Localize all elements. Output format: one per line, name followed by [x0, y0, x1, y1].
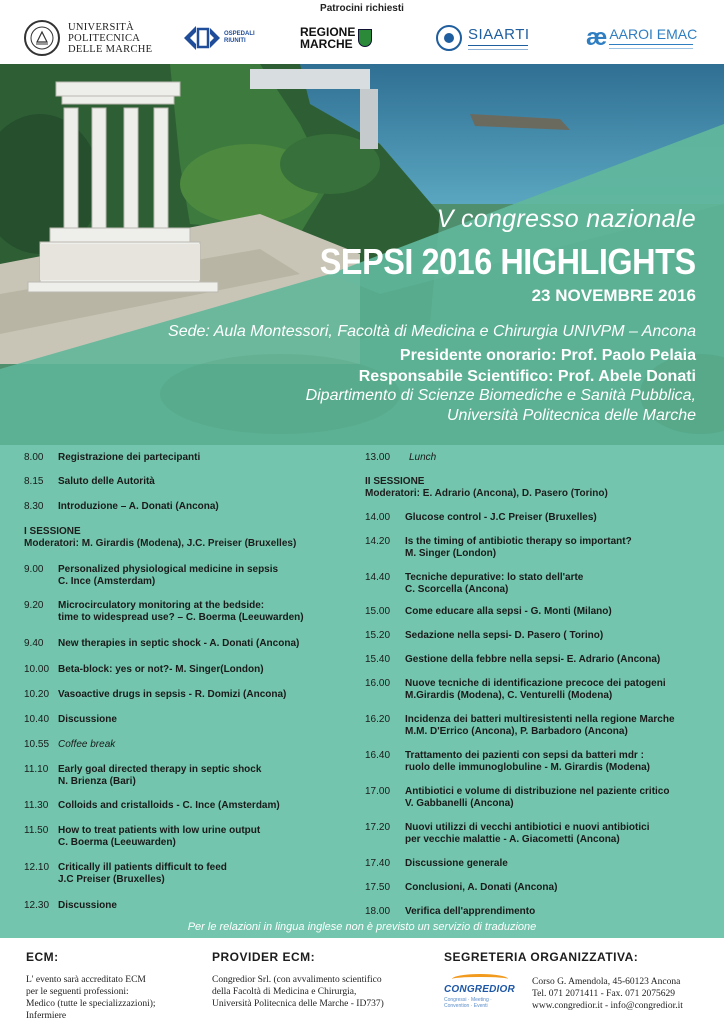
schedule-item: 10.00 Beta-block: yes or not?- M. Singer(London)	[24, 664, 264, 675]
congredior-logo	[444, 974, 518, 1010]
schedule-item: 11.50 How to treat patients with low urine output C. Boerma (Leeuwarden)	[24, 825, 261, 848]
schedule-item: 14.40 Tecniche depurative: lo stato dell'arte C. Scorcella (Ancona)	[365, 572, 584, 595]
provider-description: Congredior Srl. (con avvalimento scientifico della Facoltà di Medicina e Chirurgia, Università Politecnica delle Marche - ID737)	[212, 975, 384, 1009]
segreteria-heading: SEGRETERIA ORGANIZZATIVA:	[444, 950, 639, 964]
univpm-logo	[24, 18, 152, 58]
schedule-item: 15.20 Sedazione nella sepsi- D. Pasero ( Torino)	[365, 630, 604, 641]
aaroi-subtitle-lines	[609, 44, 693, 49]
schedule-item: 8.30 Introduzione – A. Donati (Ancona)	[24, 501, 219, 512]
schedule-item: 10.40 Discussione	[24, 714, 117, 725]
ospedali-mark-icon	[182, 23, 222, 53]
schedule-item: 17.00 Antibiotici e volume di distribuzione nel paziente critico V. Gabbanelli (Ancona)	[365, 786, 670, 809]
session-moderators: Moderatori: E. Adrario (Ancona), D. Pasero (Torino)	[365, 488, 608, 499]
univpm-line2: POLITECNICA	[68, 32, 141, 44]
schedule-item: 17.20 Nuovi utilizzi di vecchi antibiotici e nuovi antibiotici per vecchie malattie - A. Giacometti (Ancona)	[365, 822, 650, 845]
regione-line2: MARCHE	[300, 37, 353, 51]
schedule-item: 11.30 Colloids and cristalloids - C. Ince (Amsterdam)	[24, 800, 280, 811]
university-seal-icon	[24, 20, 60, 56]
session-moderators: Moderatori: M. Girardis (Modena), J.C. Preiser (Bruxelles)	[24, 538, 297, 549]
schedule-item: 17.50 Conclusioni, A. Donati (Ancona)	[365, 882, 558, 893]
aaroi-name: AAROI EMAC	[609, 26, 698, 42]
session-heading: I SESSIONE	[24, 526, 81, 537]
schedule-item: 10.20 Vasoactive drugs in sepsis - R. Domizi (Ancona)	[24, 689, 287, 700]
univpm-line1: UNIVERSITÀ	[68, 21, 134, 33]
congress-edition: V congresso nazionale	[436, 205, 696, 233]
program-schedule	[0, 445, 724, 938]
scientific-director: Responsabile Scientifico: Prof. Abele Donati	[358, 368, 696, 385]
univpm-line3: DELLE MARCHE	[68, 43, 153, 55]
ecm-description: L' evento sarà accreditato ECM per le seguenti professioni: Medico (tutte le specializzazioni); Infermiere	[26, 975, 156, 1021]
schedule-item: 18.00 Verifica dell'apprendimento	[365, 906, 536, 917]
sponsor-logo-bar	[0, 0, 724, 64]
schedule-item: 12.30 Discussione	[24, 900, 117, 911]
event-venue: Sede: Aula Montessori, Facoltà di Medicina e Chirurgia UNIVPM – Ancona	[168, 323, 696, 340]
translation-note: Per le relazioni in lingua inglese non è previsto un servizio di traduzione	[187, 921, 537, 933]
schedule-item: 9.40 New therapies in septic shock - A. Donati (Ancona)	[24, 638, 300, 649]
event-date: 23 NOVEMBRE 2016	[531, 286, 696, 305]
siaarti-emblem-icon	[436, 25, 462, 51]
schedule-item: 16.20 Incidenza dei batteri multiresistenti nella regione Marche M.M. D'Errico (Ancona), P. Barbadoro (Ancona)	[365, 714, 675, 737]
schedule-item: 13.00 Lunch	[365, 452, 437, 463]
siaarti-logo	[436, 18, 530, 58]
schedule-item: 11.10 Early goal directed therapy in septic shock N. Brienza (Bari)	[24, 764, 262, 787]
aaroi-emac-logo	[586, 18, 697, 58]
schedule-item: 9.00 Personalized physiological medicine in sepsis C. Ince (Amsterdam)	[24, 564, 279, 587]
congredior-arc-icon	[452, 974, 508, 984]
session-heading: II SESSIONE	[365, 476, 425, 487]
schedule-item: 17.40 Discussione generale	[365, 858, 508, 869]
university-name: Università Politecnica delle Marche	[447, 407, 696, 424]
ecm-heading: ECM:	[26, 950, 59, 964]
schedule-item: 14.00 Glucose control - J.C Preiser (Bruxelles)	[365, 512, 597, 523]
patrocini-label: Patrocini richiesti	[320, 3, 404, 14]
schedule-item: 9.20 Microcirculatory monitoring at the bedside: time to widespread use? – C. Boerma (Leeuwarden)	[24, 600, 304, 623]
hero-banner	[0, 64, 724, 445]
provider-heading: PROVIDER ECM:	[212, 950, 316, 964]
congredior-name: CONGREDIOR	[444, 984, 515, 995]
schedule-item: 15.40 Gestione della febbre nella sepsi- E. Adrario (Ancona)	[365, 654, 661, 665]
schedule-item: 15.00 Come educare alla sepsi - G. Monti (Milano)	[365, 606, 612, 617]
schedule-item: 16.40 Trattamento dei pazienti con sepsi da batteri mdr : ruolo delle immunoglobuline - M. Girardis (Modena)	[365, 750, 651, 773]
congredior-tagline: Congressi · Meeting · Convention · Eventi	[444, 997, 492, 1009]
siaarti-subtitle-lines	[468, 45, 528, 50]
ospedali-text: OSPEDALI RIUNITI	[224, 31, 255, 44]
schedule-item: 8.15 Saluto delle Autorità	[24, 476, 155, 487]
schedule-item: 12.10 Critically ill patients difficult to feed J.C Preiser (Bruxelles)	[24, 862, 227, 885]
department: Dipartimento di Scienze Biomediche e Sanità Pubblica,	[305, 387, 696, 404]
schedule-item: 16.00 Nuove tecniche di identificazione precoce dei patogeni M.Girardis (Modena), C. Venturelli (Modena)	[365, 678, 666, 701]
schedule-item: 14.20 Is the timing of antibiotic therapy so important? M. Singer (London)	[365, 536, 632, 559]
event-title: SEPSI 2016 HIGHLIGHTS	[320, 241, 696, 282]
aaroi-mark-icon: æ	[586, 24, 608, 51]
footer-info	[0, 938, 724, 1030]
regione-line1: REGIONE	[300, 25, 356, 39]
regione-shield-icon	[358, 29, 372, 47]
regione-marche-logo	[300, 18, 372, 58]
ospedali-riuniti-logo	[182, 18, 254, 58]
schedule-item: 8.00 Registrazione dei partecipanti	[24, 452, 201, 463]
honorary-president: Presidente onorario: Prof. Paolo Pelaia	[399, 347, 696, 364]
schedule-item: 10.55 Coffee break	[24, 739, 116, 750]
segreteria-contacts: Corso G. Amendola, 45-60123 Ancona Tel. 071 2071411 - Fax. 071 2075629 www.congredior.it - info@congredior.it	[532, 977, 683, 1011]
contact-links[interactable]: www.congredior.it - info@congredior.it	[532, 1001, 683, 1011]
siaarti-name: SIAARTI	[468, 25, 530, 43]
